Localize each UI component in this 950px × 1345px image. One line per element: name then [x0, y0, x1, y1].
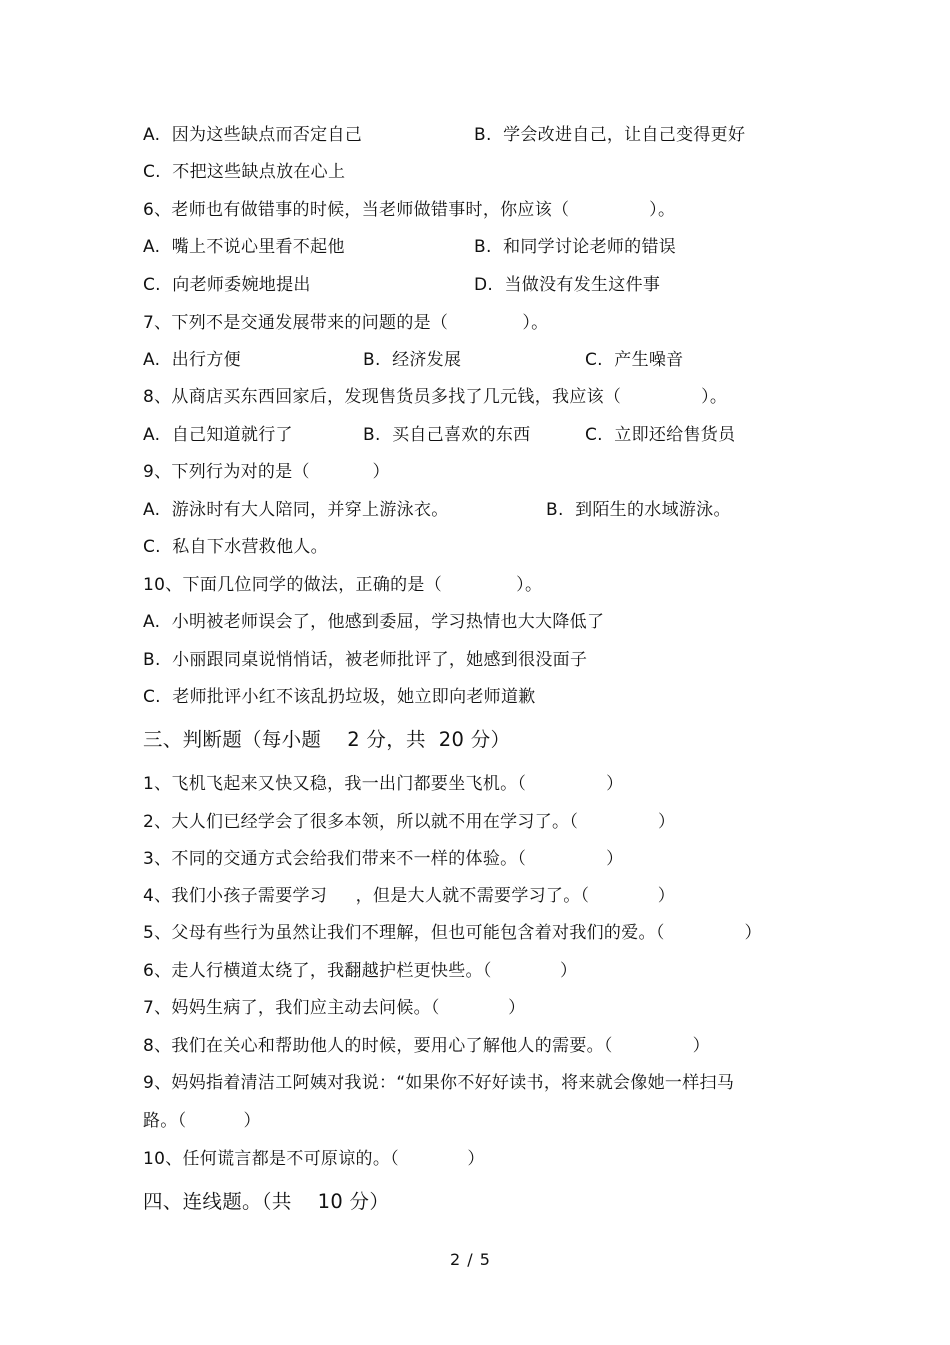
tf-item-9: 9、妈妈指着清洁工阿姨对我说：“如果你不好好读书，将来就会像她一样扫马	[143, 1073, 735, 1093]
q10-option-a: A. 小明被老师误会了，他感到委屈，学习热情也大大降低了	[143, 612, 605, 632]
section-heading-matching: 四、连线题。（共 10 分）	[143, 1190, 390, 1213]
q10-option-b: B. 小丽跟同桌说悄悄话，被老师批评了，她感到很没面子	[143, 650, 588, 670]
q7-option-a: A. 出行方便	[143, 350, 241, 370]
q5-option-b: B. 学会改进自己，让自己变得更好	[474, 125, 746, 145]
tf-item-9-continued: 路。（ ）	[143, 1111, 261, 1131]
q7-option-b: B. 经济发展	[363, 350, 462, 370]
tf-item-3: 3、不同的交通方式会给我们带来不一样的体验。（ ）	[143, 849, 624, 869]
q7-stem: 7、下列不是交通发展带来的问题的是（ ）。	[143, 313, 549, 333]
q6-option-b: B. 和同学讨论老师的错误	[474, 237, 677, 257]
tf-item-1: 1、飞机飞起来又快又稳，我一出门都要坐飞机。（ ）	[143, 774, 624, 794]
q6-stem: 6、老师也有做错事的时候，当老师做错事时，你应该（ ）。	[143, 200, 676, 220]
q6-option-d: D. 当做没有发生这件事	[474, 275, 661, 295]
tf-item-7: 7、妈妈生病了，我们应主动去问候。（ ）	[143, 998, 526, 1018]
q6-option-a: A. 嘴上不说心里看不起他	[143, 237, 345, 257]
tf-item-2: 2、大人们已经学会了很多本领，所以就不用在学习了。（ ）	[143, 812, 676, 832]
q9-option-a: A. 游泳时有大人陪同，并穿上游泳衣。	[143, 500, 449, 520]
tf-item-6: 6、走人行横道太绕了，我翻越护栏更快些。（ ）	[143, 961, 578, 981]
tf-item-5: 5、父母有些行为虽然让我们不理解，但也可能包含着对我们的爱。（ ）	[143, 923, 762, 943]
q8-stem: 8、从商店买东西回家后，发现售货员多找了几元钱，我应该（ ）。	[143, 387, 728, 407]
q8-option-c: C. 立即还给售货员	[585, 425, 736, 445]
q5-option-c: C. 不把这些缺点放在心上	[143, 162, 346, 182]
q7-option-c: C. 产生噪音	[585, 350, 684, 370]
tf-item-8: 8、我们在关心和帮助他人的时候，要用心了解他人的需要。（ ）	[143, 1036, 710, 1056]
q10-stem: 10、下面几位同学的做法，正确的是（ ）。	[143, 575, 543, 595]
tf-item-4: 4、我们小孩子需要学习 ，但是大人就不需要学习了。（ ）	[143, 886, 676, 906]
q8-option-b: B. 买自己喜欢的东西	[363, 425, 531, 445]
q10-option-c: C. 老师批评小红不该乱扔垃圾，她立即向老师道歉	[143, 687, 536, 707]
section-heading-true-false: 三、判断题（每小题 2 分，共 20 分）	[143, 728, 511, 751]
q9-option-c: C. 私自下水营救他人。	[143, 537, 328, 557]
tf-item-10: 10、任何谎言都是不可原谅的。（ ）	[143, 1149, 485, 1169]
q5-option-a: A. 因为这些缺点而否定自己	[143, 125, 363, 145]
q6-option-c: C. 向老师委婉地提出	[143, 275, 311, 295]
page-number: 2 / 5	[450, 1250, 491, 1269]
q8-option-a: A. 自己知道就行了	[143, 425, 293, 445]
q9-stem: 9、下列行为对的是（ ）	[143, 462, 390, 482]
q9-option-b: B. 到陌生的水域游泳。	[546, 500, 731, 520]
